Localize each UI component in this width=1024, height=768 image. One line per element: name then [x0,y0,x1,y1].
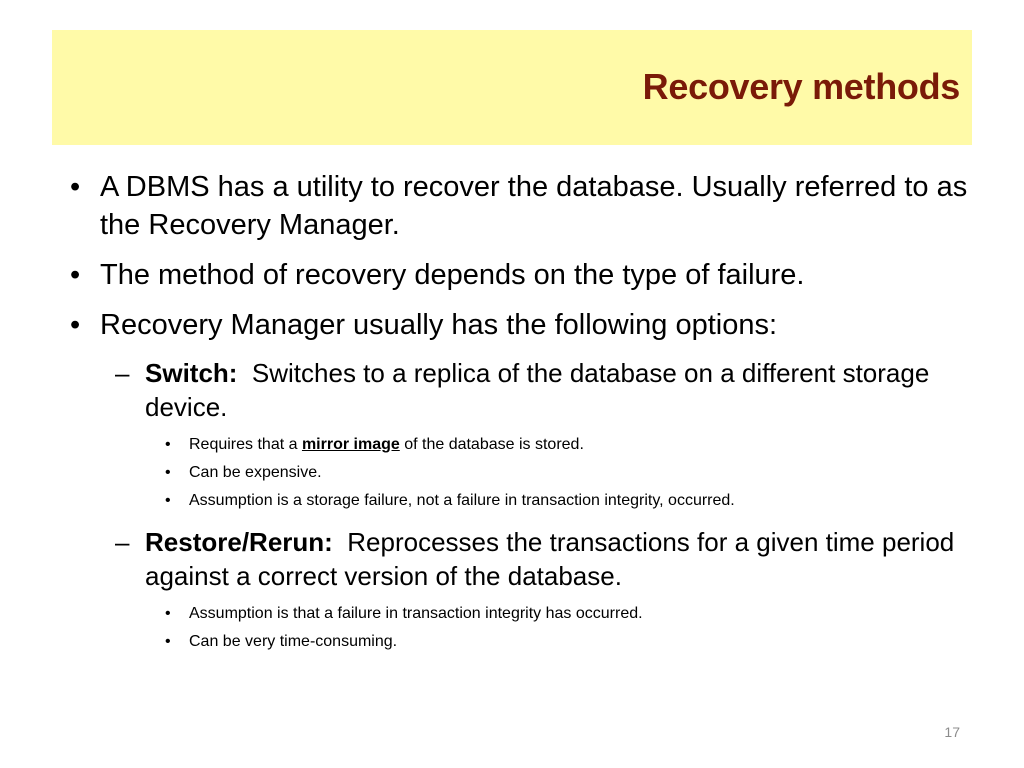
bullet-item [60,256,980,294]
bullet-icon: • [165,492,171,509]
sub-note [60,462,980,483]
bullet-icon: • [70,309,81,341]
option-label: Switch: [145,358,238,388]
dash-icon: – [115,358,130,388]
note-text: Can be very time-consuming. [189,633,398,650]
bullet-text: The method of recovery depends on the type of failure. [100,259,805,291]
sub-note [60,434,980,455]
slide-title: Recovery methods [642,66,960,107]
bullet-icon: • [165,464,171,481]
sub-note [60,631,980,652]
bullet-item [60,168,980,244]
note-text: of the database is stored. [399,436,584,453]
bullet-icon: • [165,633,171,650]
bullet-icon: • [70,259,81,291]
slide-body [60,168,980,659]
option-text: Switches to a replica of the database on a different storage device. [145,358,930,422]
bullet-item [60,306,980,344]
note-text: Requires that a [189,436,302,453]
bullet-icon: • [165,605,171,622]
note-text: Can be expensive. [189,464,322,481]
option-text: Reprocesses the transactions for a given time period against a correct version of the database. [145,527,955,591]
dash-icon: – [115,527,130,557]
note-text: Assumption is that a failure in transaction integrity has occurred. [189,605,643,622]
bullet-icon: • [70,171,81,203]
option-switch [60,356,980,424]
bullet-text: A DBMS has a utility to recover the database. Usually referred to as the Recovery Manager. [100,171,968,241]
sub-note [60,603,980,624]
sub-note [60,490,980,511]
bullet-text: Recovery Manager usually has the following options: [100,309,778,341]
option-restore-rerun [60,525,980,593]
title-band [52,30,972,145]
bullet-icon: • [165,436,171,453]
mirror-image-emphasis: mirror image [301,436,400,453]
option-label: Restore/Rerun: [145,527,333,557]
page-number: 17 [944,724,960,740]
note-text: Assumption is a storage failure, not a failure in transaction integrity, occurred. [189,492,735,509]
